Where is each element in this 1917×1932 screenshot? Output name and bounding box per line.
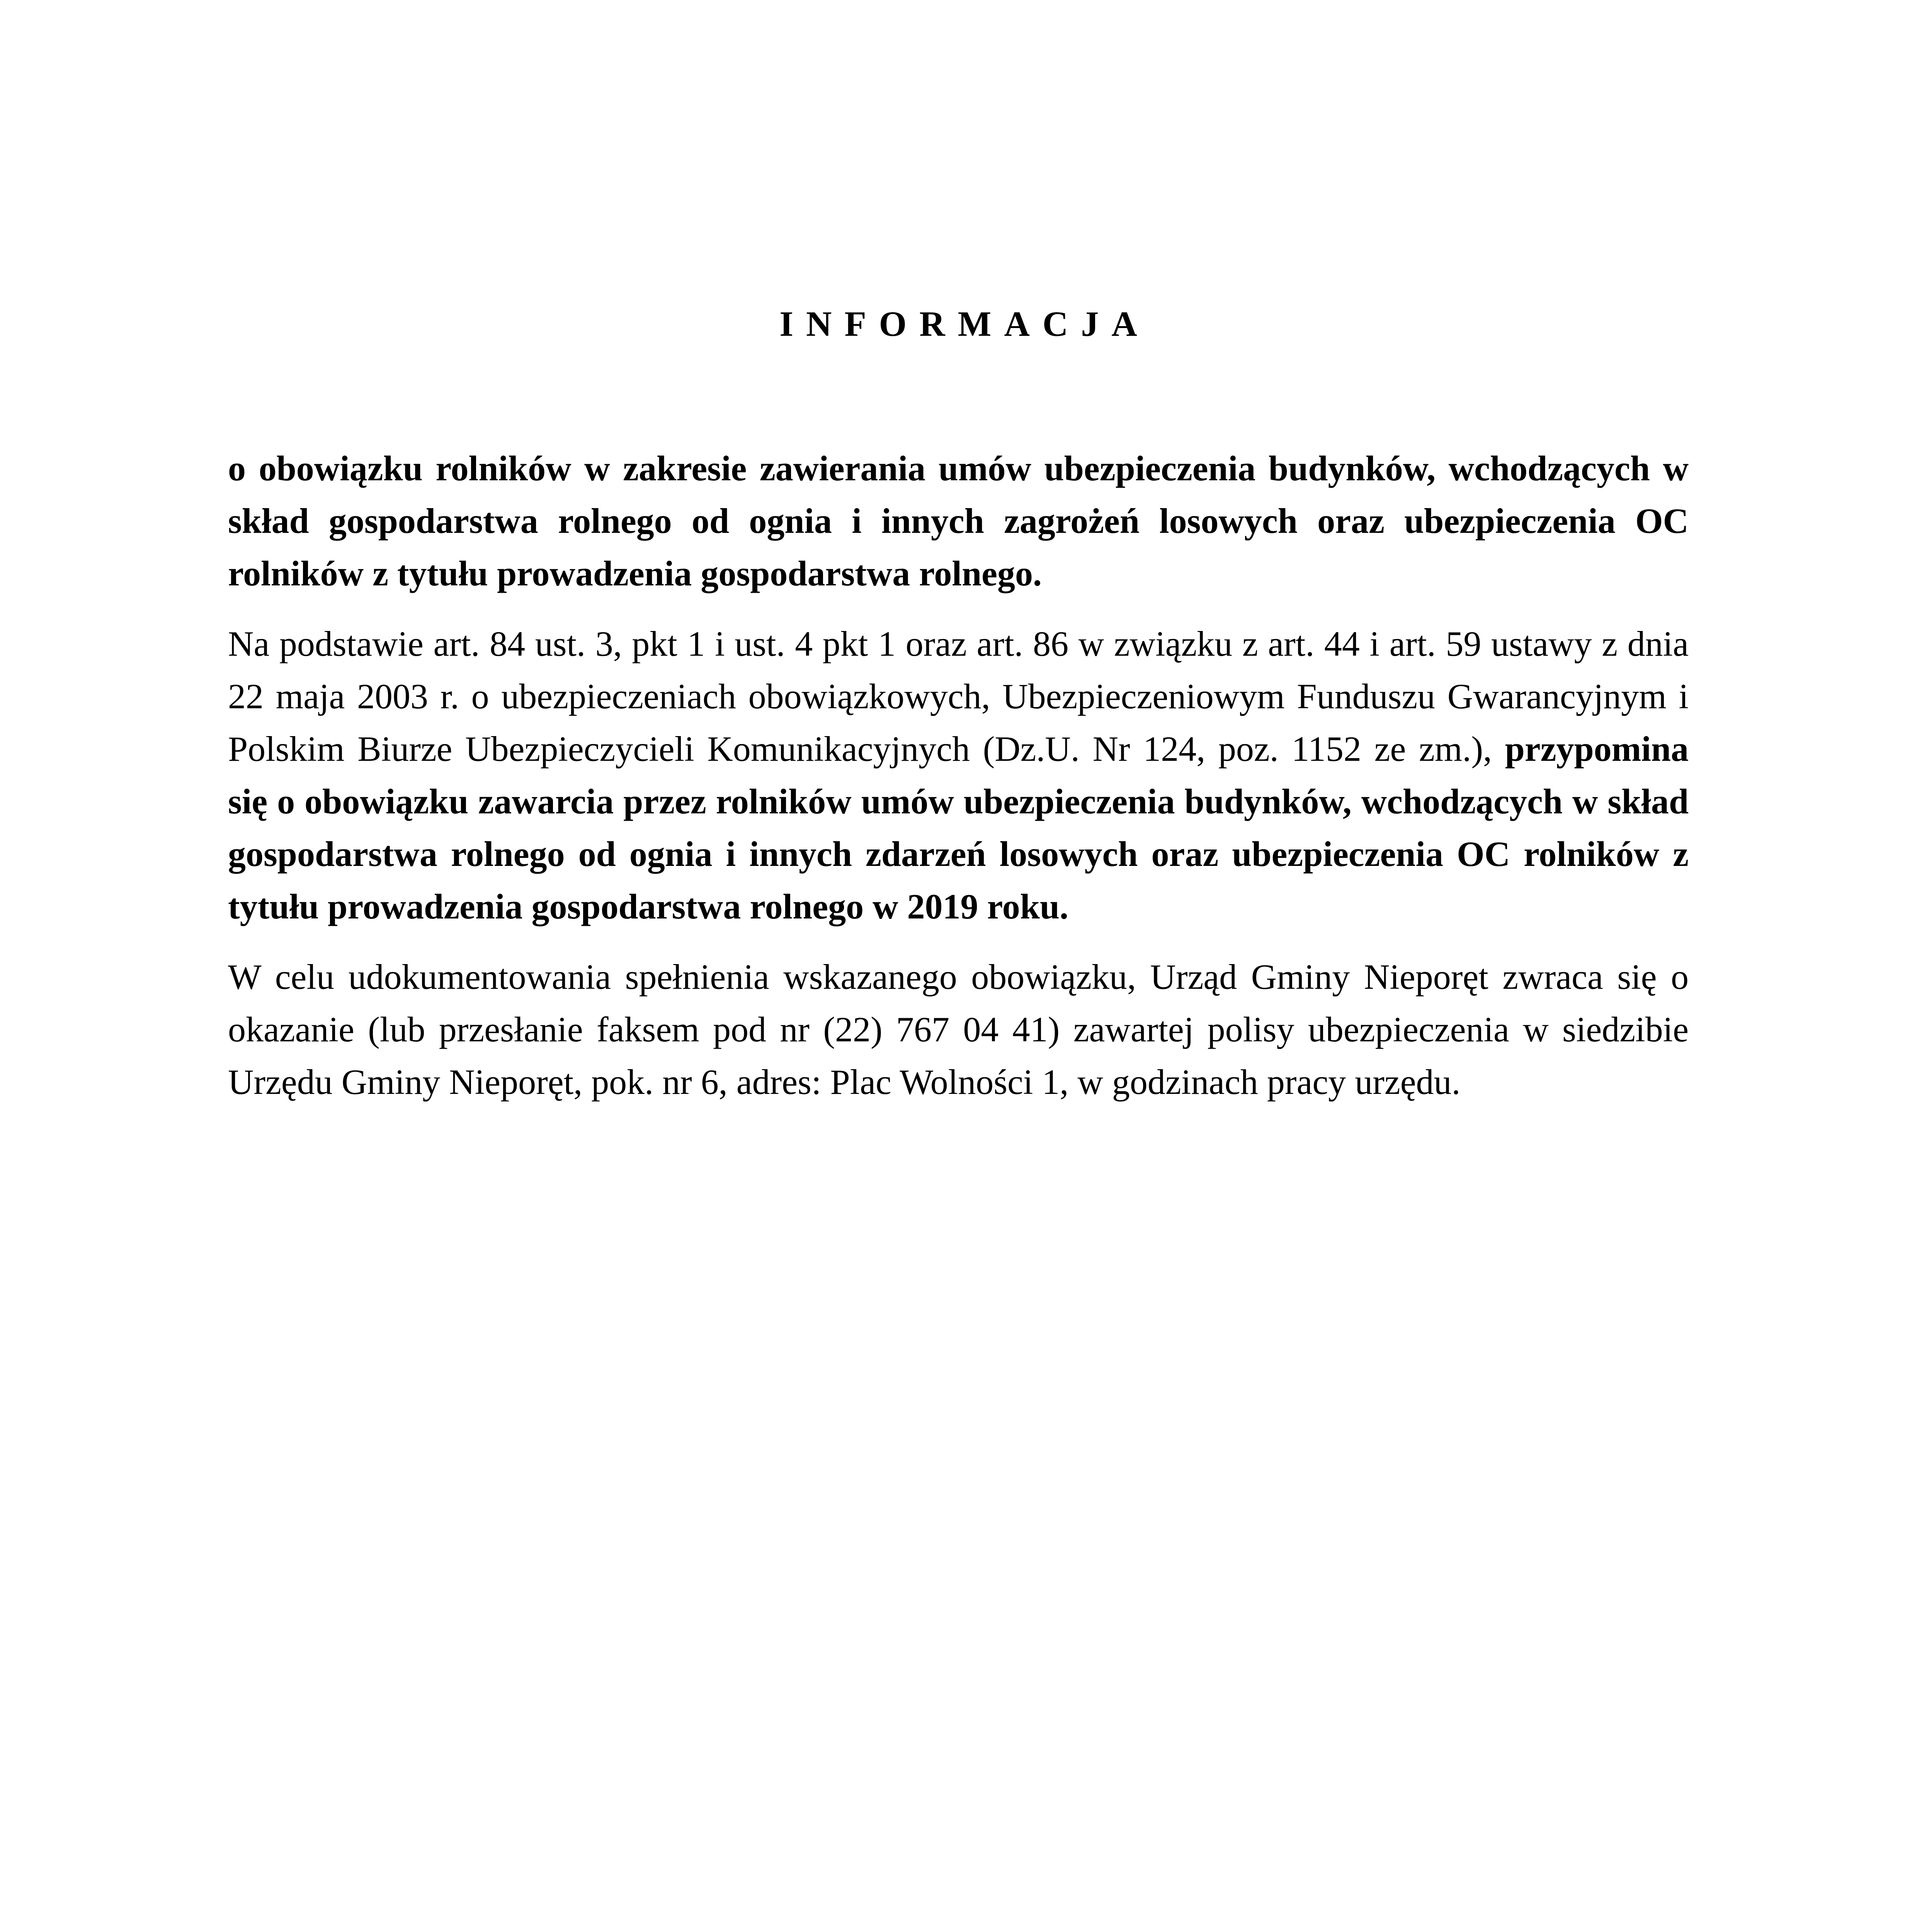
document-title: INFORMACJA — [779, 304, 1150, 344]
document-content — [228, 298, 1689, 1126]
document-subject: o obowiązku rolników w zakresie zawierania umów ubezpieczenia budynków, wchodzących w skład gospodarstwa rolnego od ognia i innych zagrożeń losowych oraz ubezpieczenia OC rolników z tytułu prowadzenia gospodarstwa rolnego. — [228, 449, 1689, 593]
reminder-text: przypomina się o obowiązku zawarcia przez rolników umów ubezpieczenia budynków, wchodzących w skład gospodarstwa rolnego od ognia i innych zdarzeń losowych oraz ubezpieczenia OC rolników z tytułu prowadzenia gospodarstwa rolnego w 2019 roku. — [228, 729, 1689, 926]
legal-basis-paragraph — [228, 617, 1689, 933]
documentation-paragraph: W celu udokumentowania spełnienia wskazanego obowiązku, Urząd Gminy Nieporęt zwraca się o okazanie (lub przesłanie faksem pod nr (22) 767 04 41) zawartej polisy ubezpieczenia w siedzibie Urzędu Gminy Nieporęt, pok. nr 6, adres: Plac Wolności 1, w godzinach pracy urzędu. — [228, 957, 1689, 1102]
legal-basis-text: Na podstawie art. 84 ust. 3, pkt 1 i ust. 4 pkt 1 oraz art. 86 w związku z art. 44 i art. 59 ustawy z dnia 22 maja 2003 r. o ubezpieczeniach obowiązkowych, Ubezpieczeniowym Funduszu Gwarancyjnym i Polskim Biurze Ubezpieczycieli Komunikacyjnych (Dz.U. Nr 124, poz. 1152 ze zm.), — [228, 624, 1689, 769]
